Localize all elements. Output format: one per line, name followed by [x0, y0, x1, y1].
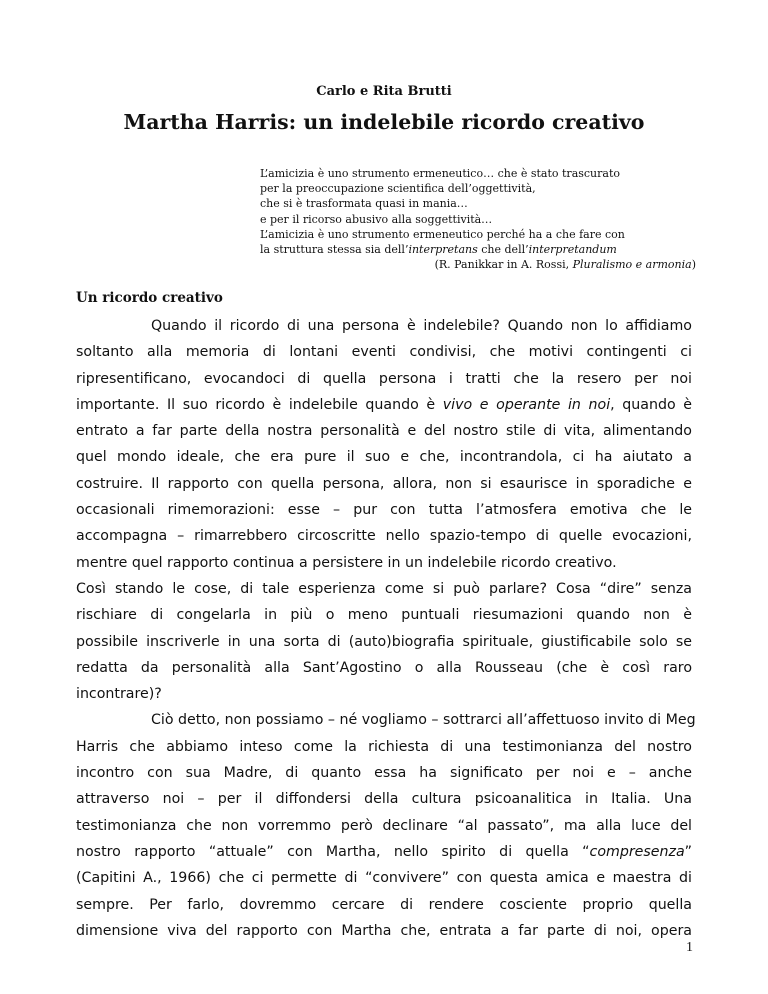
body-line: incontrare)?	[76, 686, 162, 703]
body-line: (Capitini A., 1966) che ci permette di “convivere” con questa amica e maestra di	[76, 870, 692, 887]
body-text	[76, 313, 696, 944]
epigraph-line: che si è trasformata quasi in mania…	[260, 197, 468, 211]
body-line: incontro con sua Madre, di quanto essa ha significato per noi e – anche	[76, 765, 692, 782]
body-text-run: nostro rapporto “attuale” con Martha, nello spirito di quella “	[76, 843, 590, 860]
body-line: occasionali rimemorazioni: esse – pur con tutta l’atmosfera emotiva che le	[76, 502, 692, 519]
body-line: Ciò detto, non possiamo – né vogliamo – sottrarci all’affettuoso invito di Meg	[151, 712, 696, 729]
body-text-run: , quando è	[610, 396, 692, 413]
epigraph-line: per la preoccupazione scientifica dell’oggettività,	[260, 182, 536, 196]
body-line: Harris che abbiamo inteso come la richiesta di una testimonianza del nostro	[76, 738, 692, 755]
epigraph-source	[260, 257, 696, 272]
body-line: testimonianza che non vorremmo però declinare “al passato”, ma alla luce del	[76, 817, 692, 834]
body-italic-run: compresenza	[589, 843, 685, 860]
epigraph-italic-term: interpretandum	[528, 243, 617, 257]
authors-line: Carlo e Rita Brutti	[316, 84, 452, 99]
document-title: Martha Harris: un indelebile ricordo creativo	[123, 110, 645, 134]
body-line: soltanto alla memoria di lontani eventi condivisi, che motivi contingenti ci	[76, 344, 692, 361]
body-line: mentre quel rapporto continua a persistere in un indelebile ricordo creativo.	[76, 554, 617, 571]
epigraph-italic-term: interpretans	[408, 243, 478, 257]
epigraph-text: che dell’	[477, 243, 529, 257]
body-line: attraverso noi – per il diffondersi della cultura psicoanalitica in Italia. Una	[76, 791, 692, 808]
epigraph-line: L’amicizia è uno strumento ermeneutico perché ha a che fare con	[260, 227, 625, 241]
body-line: entrato a far parte della nostra personalità e del nostro stile di vita, alimentando	[76, 423, 692, 440]
body-line: quel mondo ideale, che era pure il suo e che, incontrandola, ci ha aiutato a	[76, 449, 692, 466]
body-line: redatta da personalità alla Sant’Agostino o alla Rousseau (che è così raro	[76, 659, 692, 676]
body-line: accompagna – rimarrebbero circoscritte nello spazio-tempo di quelle evocazioni,	[76, 528, 692, 545]
section-heading: Un ricordo creativo	[76, 290, 223, 306]
epigraph-line: e per il ricorso abusivo alla soggettività…	[260, 212, 493, 226]
epigraph	[260, 166, 696, 272]
body-line: costruire. Il rapporto con quella persona, allora, non si esaurisce in sporadiche e	[76, 475, 692, 492]
body-line: Così stando le cose, di tale esperienza come si può parlare? Cosa “dire” senza	[76, 580, 692, 597]
body-text-run: ”	[684, 843, 692, 860]
body-text-run: importante. Il suo ricordo è indelebile quando è	[76, 396, 443, 413]
epigraph-line	[260, 242, 696, 257]
body-line: sempre. Per farlo, dovremmo cercare di rendere cosciente proprio quella	[76, 896, 692, 913]
epigraph-source-book: Pluralismo e armonia	[572, 258, 692, 272]
epigraph-source-text: (R. Panikkar in A. Rossi,	[434, 258, 573, 272]
body-line: dimensione viva del rapporto con Martha che, entrata a far parte di noi, opera	[76, 922, 692, 939]
body-line: possibile inscriverle in una sorta di (auto)biografia spirituale, giustificabile solo se	[76, 633, 692, 650]
body-italic-run: vivo e operante in noi	[442, 396, 611, 413]
body-line	[76, 839, 692, 865]
page-number: 1	[686, 940, 693, 955]
epigraph-line: L’amicizia è uno strumento ermeneutico… che è stato trascurato	[260, 167, 620, 180]
epigraph-source-text: )	[691, 258, 696, 272]
body-line: rischiare di congelarla in più o meno puntuali riesumazioni quando non è	[76, 607, 692, 624]
body-line	[76, 392, 692, 418]
epigraph-text: la struttura stessa sia dell’	[260, 243, 409, 257]
body-line: Quando il ricordo di una persona è indelebile? Quando non lo affidiamo	[151, 318, 692, 334]
body-line: ripresentificano, evocandoci di quella persona i tratti che la resero per noi	[76, 370, 692, 387]
